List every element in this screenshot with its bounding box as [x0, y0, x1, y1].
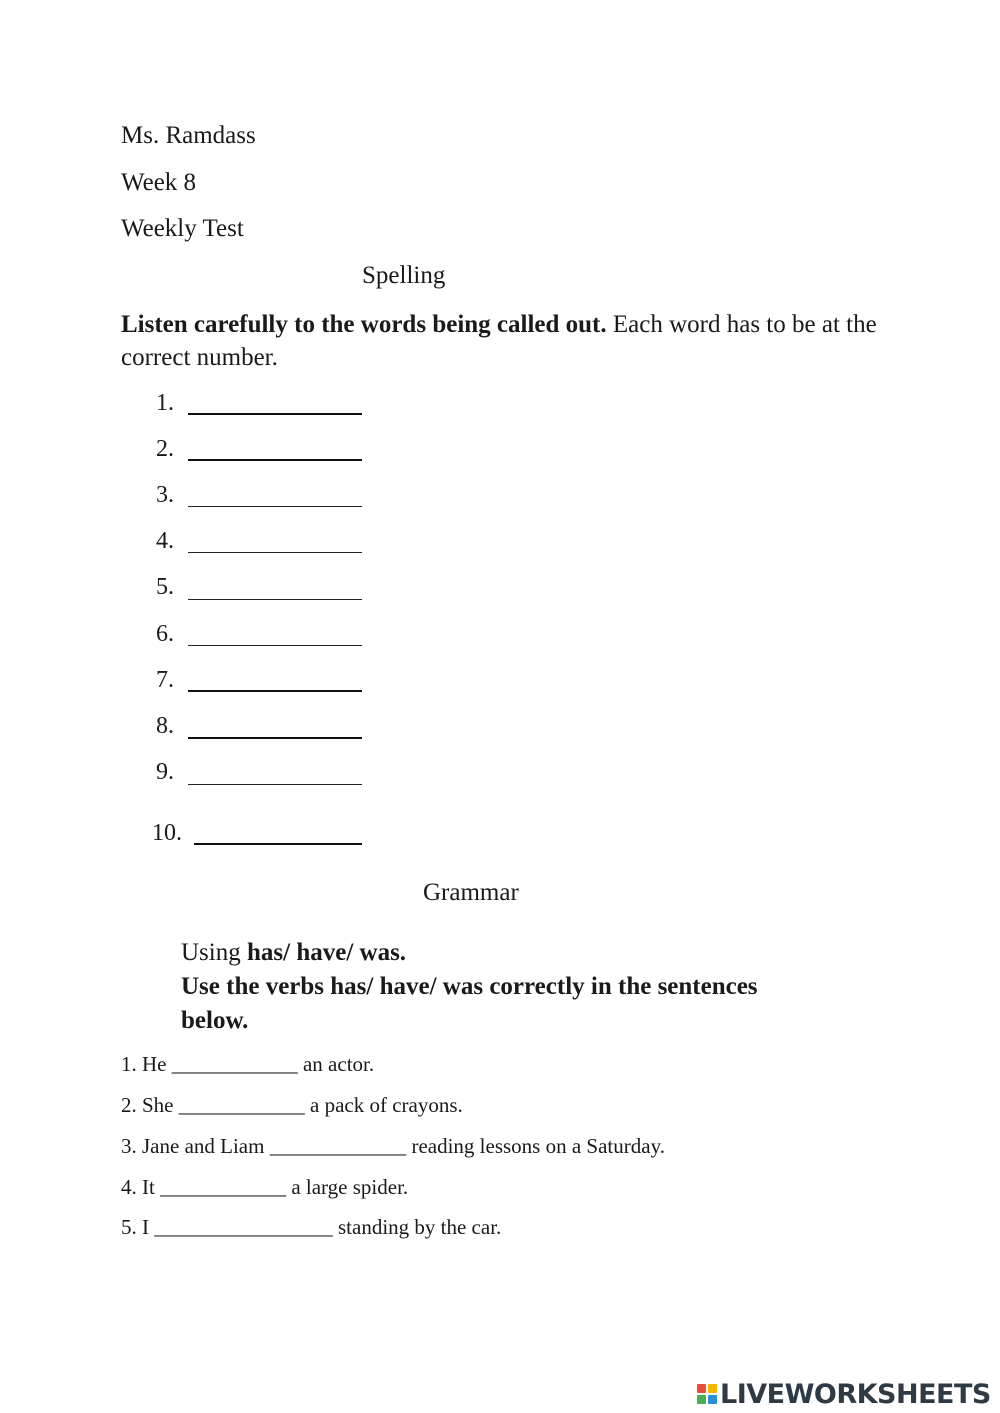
logo-block — [697, 1384, 706, 1393]
spelling-answer-blank[interactable] — [188, 737, 362, 739]
grammar-question[interactable]: 4. It ____________ a large spider. — [121, 1175, 409, 1199]
spelling-answer-blank[interactable] — [194, 843, 362, 845]
spelling-number: 5. — [156, 574, 174, 600]
spelling-answer-blank[interactable] — [188, 645, 362, 646]
logo-block — [708, 1395, 717, 1404]
grammar-question[interactable]: 1. He ____________ an actor. — [121, 1052, 375, 1076]
grammar-using-line — [181, 939, 406, 967]
grammar-title: Grammar — [423, 879, 519, 906]
spelling-answer-blank[interactable] — [188, 506, 362, 507]
logo-blocks-icon — [697, 1384, 717, 1404]
grammar-using-prefix: Using — [181, 939, 247, 966]
spelling-number: 4. — [156, 528, 174, 554]
spelling-answer-blank[interactable] — [188, 413, 362, 415]
liveworksheets-logo — [697, 1377, 991, 1411]
spelling-answer-blank[interactable] — [188, 552, 362, 553]
spelling-number: 1. — [156, 390, 174, 416]
grammar-question[interactable]: 3. Jane and Liam _____________ reading lessons on a Saturday. — [121, 1134, 665, 1158]
grammar-question[interactable]: 5. I _________________ standing by the car. — [121, 1215, 502, 1239]
spelling-instruction-rest: Each word has to be at the correct number. — [121, 311, 877, 371]
spelling-number: 3. — [156, 482, 174, 508]
spelling-number: 2. — [156, 436, 174, 462]
spelling-instruction-bold: Listen carefully to the words being called out. — [121, 311, 607, 338]
grammar-instruction: Use the verbs has/ have/ was correctly in the sentences — [181, 973, 758, 1000]
grammar-instruction-cont: below. — [181, 1007, 249, 1034]
spelling-title: Spelling — [362, 262, 446, 289]
logo-text: LIVEWORKSHEETS — [720, 1378, 991, 1410]
logo-block — [697, 1395, 706, 1404]
teacher-name: Ms. Ramdass — [121, 122, 256, 149]
grammar-question[interactable]: 2. She ____________ a pack of crayons. — [121, 1093, 463, 1117]
spelling-number: 7. — [156, 667, 174, 693]
logo-block — [708, 1384, 717, 1393]
week-label: Week 8 — [121, 169, 197, 196]
spelling-number: 10. — [152, 820, 182, 846]
spelling-number: 9. — [156, 759, 174, 785]
spelling-answer-blank[interactable] — [188, 599, 362, 600]
spelling-number: 8. — [156, 713, 174, 739]
test-label: Weekly Test — [121, 215, 244, 242]
spelling-answer-blank[interactable] — [188, 784, 362, 785]
spelling-instruction — [121, 308, 901, 374]
spelling-answer-blank[interactable] — [188, 459, 362, 461]
spelling-number: 6. — [156, 621, 174, 647]
spelling-answer-blank[interactable] — [188, 690, 362, 692]
grammar-using-verbs: has/ have/ was. — [246, 939, 407, 966]
